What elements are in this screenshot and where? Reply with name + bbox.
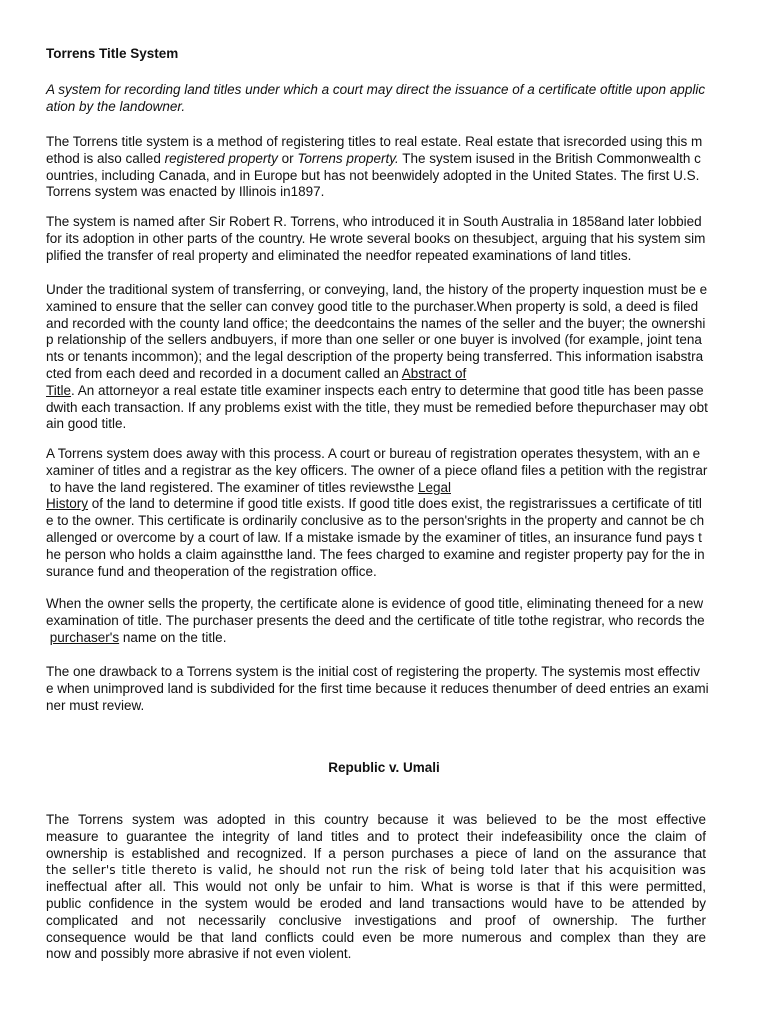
text-span: name on the title. (119, 629, 227, 645)
legal-history-link[interactable]: Legal (417, 479, 451, 495)
text-line: ownership is established and recognized. If a person purchases a piece of land on the assurance that (46, 845, 706, 861)
paragraph-history (46, 214, 726, 264)
text-line: e when unimproved land is subdivided for the first time because it reduces thenumber of deed entries an exami (46, 680, 709, 696)
text-line: he person who holds a claim againstthe land. The fees charged to examine and register property pay for the in (46, 546, 705, 562)
paragraph-traditional-system (46, 282, 726, 433)
text-line (46, 366, 726, 383)
text-span: of the land to determine if good title exists. If good title does exist, the registrarissues a certificate of titl (88, 496, 702, 512)
text-line: ain good title. (46, 416, 127, 432)
text-line (46, 496, 726, 513)
text-line: nts or tenants incommon); and the legal description of the property being transferred. This information isabstra (46, 349, 704, 365)
text-line: ner must review. (46, 697, 145, 713)
case-paragraph (46, 812, 706, 963)
text-line: now and possibly more abrasive if not even violent. (46, 946, 352, 962)
text-line: surance fund and theoperation of the registration office. (46, 563, 377, 579)
emphasis-torrens-property: Torrens property. (297, 150, 399, 166)
text-line: Torrens system was enacted by Illinois in1897. (46, 184, 325, 200)
case-heading: Republic v. Umali (328, 760, 440, 775)
legal-history-link[interactable]: History (46, 496, 89, 512)
text-line: When the owner sells the property, the certificate alone is evidence of good title, eliminating theneed for a new (46, 596, 704, 611)
text-line: complicated and not necessarily conclusive investigations and proof of ownership. The further (46, 912, 706, 928)
text-line: A Torrens system does away with this process. A court or bureau of registration operates thesystem, with an e (46, 446, 701, 461)
text-line: e to the owner. This certificate is ordinarily conclusive as to the person'srights in the property and cannot be ch (46, 513, 705, 529)
emphasis-registered-property: registered property (164, 150, 278, 166)
text-line: p relationship of the sellers andbuyers, if more than one seller or one buyer is involved (for example, joint tena (46, 332, 702, 348)
text-line: public confidence in the system would be eroded and land transactions would have to be attended by (46, 895, 706, 911)
purchasers-link[interactable]: purchaser's (49, 629, 120, 645)
abstract-of-title-link[interactable]: Abstract of (401, 365, 467, 381)
text-span: The system isused in the British Commonwealth c (398, 150, 701, 166)
text-line: xamined to ensure that the seller can convey good title to the purchaser.When property is sold, a deed is filed (46, 298, 699, 314)
text-line: measure to guarantee the integrity of land titles and to protect their indefeasibility once the claim of (46, 828, 706, 844)
text-span: ethod is also called (46, 150, 165, 166)
text-line: Under the traditional system of transferring, or conveying, land, the history of the property inquestion must be e (46, 282, 708, 297)
text-line (46, 480, 726, 497)
document-title: Torrens Title System (46, 46, 179, 61)
abstract-of-title-link[interactable]: Title (46, 382, 72, 398)
text-line: consequence would be that land conflicts could even be more numerous and complex than they are (46, 929, 706, 945)
paragraph-intro (46, 134, 726, 201)
text-span: cted from each deed and recorded in a document called an (46, 365, 402, 381)
text-line: allenged or overcome by a court of law. If a mistake ismade by the examiner of titles, an insurance fund pays t (46, 529, 702, 545)
text-line: and recorded with the county land office; the deedcontains the names of the seller and the buyer; the ownershi (46, 315, 706, 331)
text-line: examination of title. The purchaser presents the deed and the certificate of title tothe registrar, who records the (46, 612, 705, 628)
text-span: . An attorneyor a real estate title examiner inspects each entry to determine that good title has been passe (71, 382, 704, 398)
text-span: to have the land registered. The examiner of titles reviewsthe (46, 479, 418, 495)
paragraph-torrens-process (46, 446, 726, 580)
text-line: The Torrens title system is a method of registering titles to real estate. Real estate that isrecorded using this m (46, 134, 703, 149)
text-line: the seller's title thereto is valid, he should not run the risk of being told later that his acquisition was (46, 863, 706, 878)
text-span: or (277, 150, 298, 166)
text-line (46, 630, 726, 647)
text-line: The Torrens system was adopted in this country because it was believed to be the most effective (46, 812, 706, 827)
text-line: ineffectual after all. This would not only be unfair to him. What is worse is that if this were permitted, (46, 879, 706, 895)
text-line (46, 383, 726, 400)
text-line: The system is named after Sir Robert R. Torrens, who introduced it in South Australia in 1858and later lobbied (46, 214, 702, 229)
text-line: ountries, including Canada, and in Europe but has not beenwidely adopted in the United States. The first U.S. (46, 167, 700, 183)
definition-line: ation by the landowner. (46, 98, 186, 114)
text-line: plified the transfer of real property and eliminated the needfor repeated examinations of land titles. (46, 247, 632, 263)
definition-paragraph (46, 82, 726, 116)
paragraph-drawback (46, 664, 726, 714)
text-line: xaminer of titles and a registrar as the key officers. The owner of a piece ofland files a petition with the registrar (46, 462, 708, 478)
text-line (46, 151, 726, 168)
text-line: for its adoption in other parts of the country. He wrote several books on thesubject, arguing that his system sim (46, 230, 706, 246)
definition-line: A system for recording land titles under which a court may direct the issuance of a certificate oftitle upon applic (46, 82, 706, 97)
text-line: The one drawback to a Torrens system is the initial cost of registering the property. The systemis most effectiv (46, 664, 701, 679)
paragraph-sale (46, 596, 726, 646)
text-line: dwith each transaction. If any problems exist with the title, they must be remedied before thepurchaser may obt (46, 399, 708, 415)
